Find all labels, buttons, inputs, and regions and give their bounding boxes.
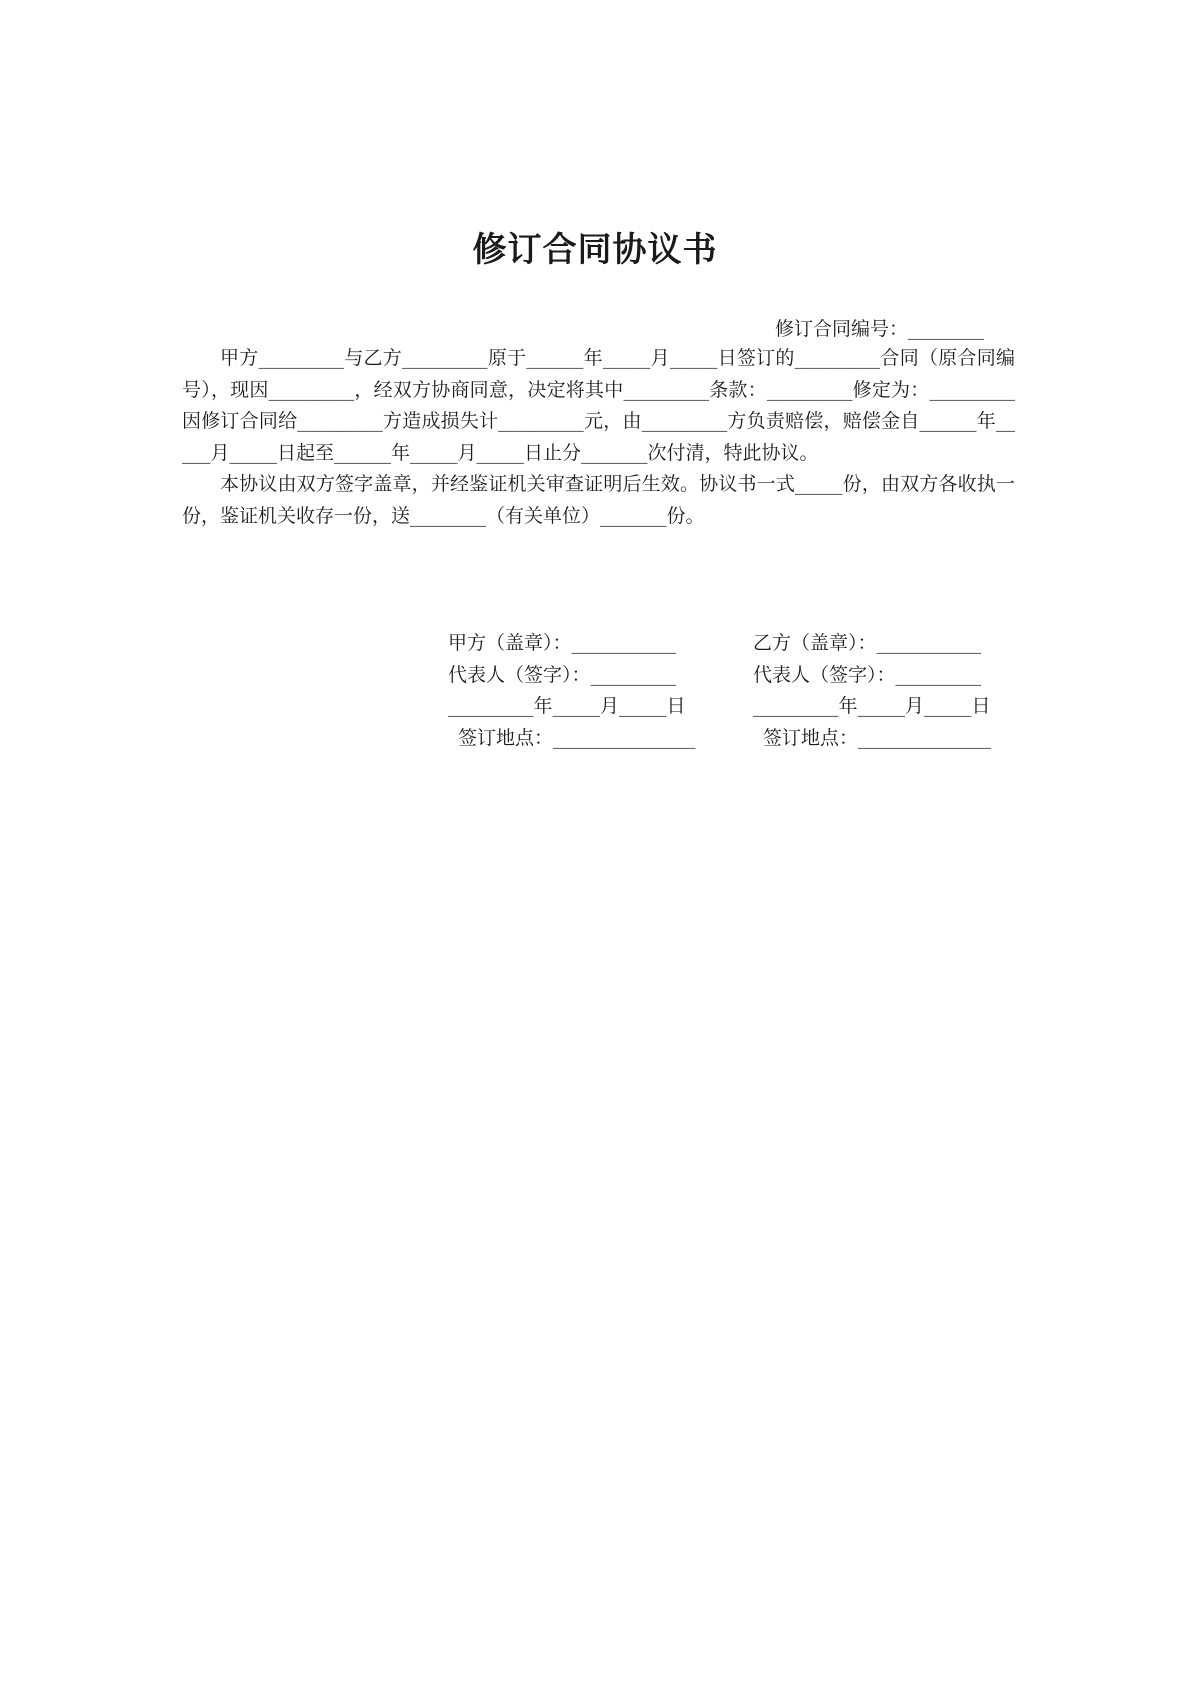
party-b-representative: 代表人（签字）：_________ (753, 663, 982, 686)
party-a-date: _________年_____月_____日 (448, 695, 686, 717)
party-b-signature-block (753, 628, 991, 754)
document-title: 修订合同协议书 (472, 230, 718, 270)
party-a-place: 签订地点：_______________ (458, 726, 696, 749)
agreement-paragraph-1: 甲方_________与乙方_________原于______年_____月_____日签订的_________合同（原合同编号），现因_________，经双方协商同意，决定将其中_________条款：_________修定为：_________因修订合同给_________方造成损失计_________元，由_________方负责赔偿，赔偿金自______年_____月_____日起至______年_____月_____日止分_______次付清，特此协议。 (182, 347, 1015, 464)
party-b-seal: 乙方（盖章）：___________ (753, 632, 982, 654)
party-b-date: _________年_____月_____日 (753, 695, 991, 717)
agreement-paragraph-2: 本协议由双方签字盖章，并经鉴证机关审查证明后生效。协议书一式_____份，由双方各收执一份，鉴证机关收存一份，送________（有关单位）_______份。 (182, 473, 1015, 527)
contract-number-line: 修订合同编号：________ (774, 318, 984, 340)
party-b-place: 签订地点：______________ (763, 726, 992, 749)
agreement-body (182, 343, 1015, 532)
party-a-signature-block (448, 628, 696, 754)
party-a-seal: 甲方（盖章）：___________ (448, 632, 677, 654)
party-a-representative: 代表人（签字）：_________ (448, 663, 677, 686)
